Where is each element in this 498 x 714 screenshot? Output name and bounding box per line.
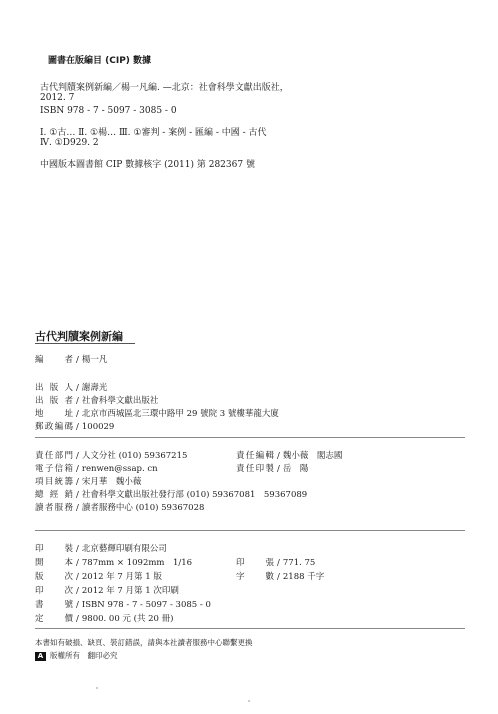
publisher-row: 地 址 / 北京市西城區北三環中路甲 29 號院 3 號樓華龍大廈 (35, 409, 279, 419)
cip-line-3: ISBN 978 - 7 - 5097 - 3085 - 0 (40, 106, 177, 116)
row-label: 開 本 (35, 558, 73, 568)
defect-note: 本書如有破損、缺頁、裝訂錯誤，請與本社讀者服務中心聯繫更換 (35, 638, 253, 647)
publisher-logo-icon: A (35, 652, 46, 661)
row-label: 定 價 (35, 614, 73, 624)
book-title: 古代判牘案例新編 (35, 330, 123, 343)
staff-row-right: 責任編輯 / 魏小薇 閣志國 (236, 451, 343, 461)
cip-heading: 圖書在版編目 (CIP) 數據 (48, 56, 152, 66)
scan-speck (96, 687, 98, 689)
cip-line-2: 2012. 7 (40, 93, 75, 103)
scan-speck (248, 700, 250, 702)
staff-row-right: 責任印製 / 岳 陽 (236, 464, 309, 474)
row-value: ISBN 978 - 7 - 5097 - 3085 - 0 (81, 600, 211, 610)
row-label: 印 張 (236, 558, 274, 568)
row-value: 讀者服務中心 (010) 59367028 (81, 503, 205, 513)
copyright-text: 版權所有 翻印必究 (50, 651, 118, 660)
editor-row: 編 者 / 楊一凡 (35, 355, 108, 365)
row-value: 謝壽光 (81, 383, 108, 393)
row-label: 出 版 者 (35, 396, 73, 406)
cip-line-4: Ⅰ. ①古… Ⅱ. ①楊… Ⅲ. ①審判 - 案例 - 匯編 - 中國 - 古代 (40, 128, 267, 138)
cip-line-5: Ⅳ. ①D929. 2 (40, 138, 99, 148)
row-label: 項目統籌 (35, 477, 73, 487)
row-value: 社會科學文獻出版社 (81, 396, 159, 406)
row-label: 版 次 (35, 572, 73, 582)
print-row: 定 價 / 9800. 00 元 (共 20 冊) (35, 614, 174, 624)
staff-row: 電子信箱 / renwen@ssap. cn (35, 464, 158, 474)
row-label: 責任編輯 (236, 451, 274, 461)
row-value: 100029 (81, 422, 115, 432)
publisher-row: 郵政編碼 / 100029 (35, 422, 115, 432)
publisher-row: 出 版 人 / 謝壽光 (35, 383, 108, 393)
staff-row: 總 經 銷 / 社會科學文獻出版社發行部 (010) 59367081 59367089 (35, 490, 308, 500)
row-label: 地 址 (35, 409, 73, 419)
row-label: 電子信箱 (35, 464, 73, 474)
print-row: 印 次 / 2012 年 7 月第 1 次印刷 (35, 586, 179, 596)
editor-label: 編 者 (35, 355, 73, 365)
row-value: 北京藝輝印刷有限公司 (81, 544, 167, 554)
copyright-line (35, 650, 118, 661)
cip-line-6: 中國版本圖書館 CIP 數據核字 (2011) 第 282367 號 (40, 160, 255, 170)
row-label: 書 號 (35, 600, 73, 610)
row-value: 771. 75 (282, 558, 316, 568)
print-row-right: 印 張 / 771. 75 (236, 558, 316, 568)
publisher-row: 出 版 者 / 社會科學文獻出版社 (35, 396, 159, 406)
row-value: 北京市西城區北三環中路甲 29 號院 3 號樓華龍大廈 (81, 409, 279, 419)
print-row-right: 字 數 / 2188 千字 (236, 572, 325, 582)
title-rule (35, 343, 135, 344)
row-label: 總 經 銷 (35, 490, 73, 500)
section-divider (35, 437, 465, 438)
print-row: 開 本 / 787mm × 1092mm 1/16 (35, 558, 193, 568)
row-value: 岳 陽 (282, 464, 309, 474)
print-row: 印 裝 / 北京藝輝印刷有限公司 (35, 544, 167, 554)
row-value: 9800. 00 元 (共 20 冊) (81, 614, 174, 624)
row-value: 2012 年 7 月第 1 版 (81, 572, 162, 582)
staff-row: 項目統籌 / 宋月華 魏小薇 (35, 477, 142, 487)
row-value: 2012 年 7 月第 1 次印刷 (81, 586, 179, 596)
cip-line-1: 古代判牘案例新編／楊一凡編. —北京：社會科學文獻出版社， (40, 83, 289, 93)
row-label: 出 版 人 (35, 383, 73, 393)
row-label: 讀者服務 (35, 503, 73, 513)
row-label: 責任印製 (236, 464, 274, 474)
row-label: 字 數 (236, 572, 274, 582)
row-value: 魏小薇 閣志國 (282, 451, 343, 461)
section-divider (35, 530, 465, 531)
row-value: 宋月華 魏小薇 (81, 477, 142, 487)
row-value: renwen@ssap. cn (81, 464, 158, 474)
row-label: 郵政編碼 (35, 422, 73, 432)
row-value: 社會科學文獻出版社發行部 (010) 59367081 59367089 (81, 490, 308, 500)
row-label: 印 裝 (35, 544, 73, 554)
print-row: 書 號 / ISBN 978 - 7 - 5097 - 3085 - 0 (35, 600, 211, 610)
print-row: 版 次 / 2012 年 7 月第 1 版 (35, 572, 162, 582)
section-divider (35, 628, 465, 629)
editor-value: 楊一凡 (81, 355, 108, 365)
staff-row: 責任部門 / 人文分社 (010) 59367215 (35, 451, 188, 461)
row-value: 2188 千字 (282, 572, 325, 582)
row-label: 責任部門 (35, 451, 73, 461)
staff-row: 讀者服務 / 讀者服務中心 (010) 59367028 (35, 503, 205, 513)
row-value: 787mm × 1092mm 1/16 (81, 558, 193, 568)
row-label: 印 次 (35, 586, 73, 596)
row-value: 人文分社 (010) 59367215 (81, 451, 188, 461)
